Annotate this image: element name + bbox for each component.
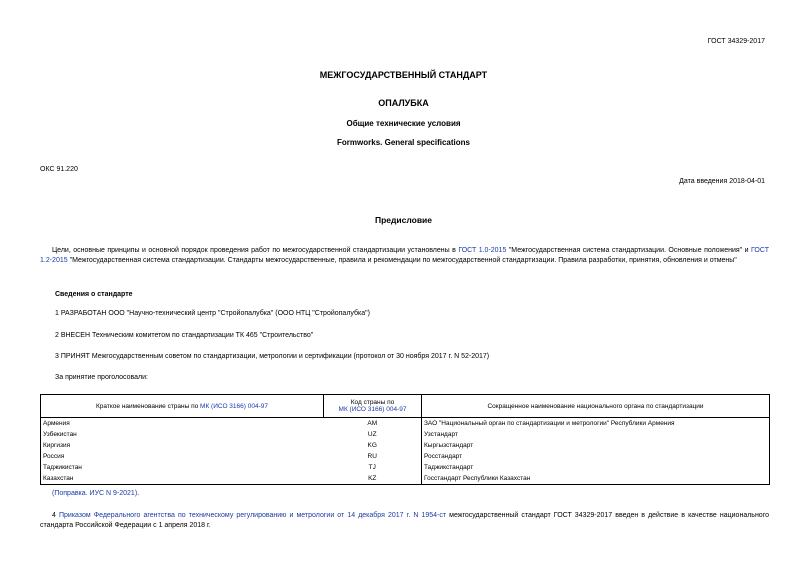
- table-header-row: [41, 395, 770, 418]
- body-cell: Узстандарт: [422, 429, 770, 440]
- preface-paragraph: [40, 246, 769, 266]
- table-row: [41, 451, 770, 462]
- code-cell: AM: [324, 418, 422, 430]
- code-cell: KZ: [324, 473, 422, 485]
- body-cell: Госстандарт Республики Казахстан: [422, 473, 770, 485]
- body-cell: Росстандарт: [422, 451, 770, 462]
- country-cell: Таджикистан: [41, 462, 324, 473]
- item-developed: 1 РАЗРАБОТАН ООО "Научно-технический центр "Стройопалубка" (ООО НТЦ "Стройопалубка"): [55, 310, 370, 317]
- voted-label: За принятие проголосовали:: [55, 374, 148, 381]
- mk-iso-link[interactable]: МК (ИСО 3166) 004-97: [338, 406, 407, 413]
- table-row: [41, 418, 770, 430]
- table-row: [41, 473, 770, 485]
- item-adopted: 3 ПРИНЯТ Межгосударственным советом по стандартизации, метрологии и сертификации (протокол от 30 ноября 2017 г. N 52-2017): [55, 353, 490, 360]
- table-row: [41, 440, 770, 451]
- body-cell: Кыргызстандарт: [422, 440, 770, 451]
- amendment-link[interactable]: (Поправка. ИУС N 9-2021): [52, 490, 138, 497]
- header-country: Краткое наименование страны по МК (ИСО 3166) 004-97: [41, 395, 324, 418]
- body-cell: Таджикстандарт: [422, 462, 770, 473]
- country-cell: Армения: [41, 418, 324, 430]
- country-cell: Казахстан: [41, 473, 324, 485]
- preface-heading: Предисловие: [374, 215, 433, 225]
- header-code: Код страны по МК (ИСО 3166) 004-97: [324, 395, 422, 418]
- standard-type-title: МЕЖГОСУДАРСТВЕННЫЙ СТАНДАРТ: [319, 70, 488, 80]
- document-id: ГОСТ 34329-2017: [707, 38, 765, 45]
- code-cell: UZ: [324, 429, 422, 440]
- code-cell: RU: [324, 451, 422, 462]
- rosstandart-order-link[interactable]: Приказом Федерального агентства по техническому регулированию и метрологии от 14 декабря 2017 г. N 1954-ст: [58, 512, 447, 519]
- voting-countries-table: [40, 394, 770, 485]
- amendment-note: (Поправка. ИУС N 9-2021).: [52, 490, 140, 497]
- gost-1-0-link[interactable]: ГОСТ 1.0-2015: [458, 247, 507, 254]
- mk-iso-link[interactable]: МК (ИСО 3166) 004-97: [200, 402, 268, 410]
- oks-code: ОКС 91.220: [40, 166, 78, 173]
- document-subtitle: Общие технические условия: [346, 119, 461, 128]
- code-cell: TJ: [324, 462, 422, 473]
- body-cell: ЗАО "Национальный орган по стандартизации и метрологии" Республики Армения: [422, 418, 770, 430]
- effective-date: Дата введения 2018-04-01: [679, 178, 765, 185]
- country-cell: Россия: [41, 451, 324, 462]
- preface-text-a: Цели, основные принципы и основной порядок проведения работ по межгосударственной стандартизации установлены в: [52, 247, 459, 254]
- table-row: [41, 462, 770, 473]
- english-title: Formworks. General specifications: [337, 138, 470, 147]
- gost-1-2-link[interactable]: ГОСТ 1.2-2015: [40, 247, 769, 264]
- code-cell: KG: [324, 440, 422, 451]
- country-cell: Киргизия: [41, 440, 324, 451]
- document-title: ОПАЛУБКА: [378, 98, 429, 108]
- item-introduced: 2 ВНЕСЕН Техническим комитетом по стандартизации ТК 465 "Строительство": [55, 332, 314, 339]
- country-cell: Узбекистан: [41, 429, 324, 440]
- preface-text-c: "Межгосударственная система стандартизации. Стандарты межгосударственные, правила и рекомендации по межгосударственной стандартизации. Правила разработки, принятия, обновления и отмены": [67, 257, 737, 264]
- about-standard-heading: Сведения о стандарте: [55, 291, 133, 298]
- item-enacted: 4 Приказом Федерального агентства по техническому регулированию и метрологии от 14 декабря 2017 г. N 1954-ст межгосударственный стандарт ГОСТ 34329-2017 введен в действие в качестве национального стандарта Российской Федерации с 1 апреля 2018 г.: [40, 512, 769, 529]
- table-row: [41, 429, 770, 440]
- header-body: Сокращенное наименование национального органа по стандартизации: [422, 395, 770, 418]
- preface-text-b: "Межгосударственная система стандартизации. Основные положения" и: [506, 247, 752, 254]
